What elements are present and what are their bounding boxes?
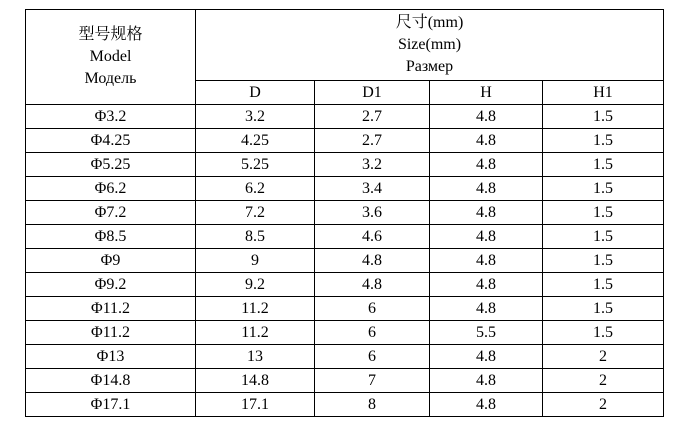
h-cell: 4.8 <box>430 201 543 225</box>
h-cell: 4.8 <box>430 369 543 393</box>
h-cell: 4.8 <box>430 249 543 273</box>
d1-cell: 4.6 <box>315 225 430 249</box>
d-cell: 3.2 <box>196 105 315 129</box>
h-cell: 4.8 <box>430 225 543 249</box>
d1-cell: 7 <box>315 369 430 393</box>
model-header-ru: Модель <box>84 70 137 87</box>
model-cell: Φ5.25 <box>26 153 196 177</box>
h1-cell: 2 <box>543 369 664 393</box>
table-row <box>26 177 664 201</box>
d-cell: 11.2 <box>196 321 315 345</box>
table-row <box>26 321 664 345</box>
d1-cell: 8 <box>315 393 430 417</box>
d1-cell: 6 <box>315 297 430 321</box>
model-cell: Φ8.5 <box>26 225 196 249</box>
h-cell: 4.8 <box>430 393 543 417</box>
model-cell: Φ9.2 <box>26 273 196 297</box>
table-row <box>26 225 664 249</box>
table-row <box>26 153 664 177</box>
d-cell: 9.2 <box>196 273 315 297</box>
table-row <box>26 345 664 369</box>
table-row <box>26 393 664 417</box>
model-cell: Φ4.25 <box>26 129 196 153</box>
table-row <box>26 201 664 225</box>
d-cell: 9 <box>196 249 315 273</box>
h-cell: 5.5 <box>430 321 543 345</box>
model-cell: Φ14.8 <box>26 369 196 393</box>
d1-cell: 6 <box>315 321 430 345</box>
h-cell: 4.8 <box>430 345 543 369</box>
h-cell: 4.8 <box>430 153 543 177</box>
model-header-zh: 型号规格 <box>78 26 143 43</box>
size-header-en: Size(mm) <box>397 36 462 53</box>
h1-cell: 1.5 <box>543 225 664 249</box>
h1-cell: 1.5 <box>543 201 664 225</box>
d1-cell: 3.4 <box>315 177 430 201</box>
table-row <box>26 249 664 273</box>
h1-cell: 1.5 <box>543 249 664 273</box>
d-cell: 11.2 <box>196 297 315 321</box>
h-cell: 4.8 <box>430 177 543 201</box>
model-cell: Φ11.2 <box>26 297 196 321</box>
size-header <box>196 10 664 81</box>
h1-cell: 1.5 <box>543 177 664 201</box>
h-cell: 4.8 <box>430 297 543 321</box>
d-cell: 14.8 <box>196 369 315 393</box>
spec-table <box>25 9 664 417</box>
column-header-d1: D1 <box>315 81 430 105</box>
d1-cell: 4.8 <box>315 249 430 273</box>
d1-cell: 4.8 <box>315 273 430 297</box>
h-cell: 4.8 <box>430 129 543 153</box>
header-row-top <box>26 10 664 81</box>
d-cell: 8.5 <box>196 225 315 249</box>
size-header-zh: 尺寸(mm) <box>395 14 464 31</box>
d1-cell: 3.6 <box>315 201 430 225</box>
size-header-ru: Размер <box>405 58 454 75</box>
model-cell: Φ6.2 <box>26 177 196 201</box>
h1-cell: 2 <box>543 345 664 369</box>
table-row <box>26 297 664 321</box>
model-header-en: Model <box>89 48 132 65</box>
model-cell: Φ9 <box>26 249 196 273</box>
column-header-h: H <box>430 81 543 105</box>
d1-cell: 6 <box>315 345 430 369</box>
table-row <box>26 105 664 129</box>
h1-cell: 2 <box>543 393 664 417</box>
h-cell: 4.8 <box>430 105 543 129</box>
h1-cell: 1.5 <box>543 273 664 297</box>
column-header-d: D <box>196 81 315 105</box>
h1-cell: 1.5 <box>543 129 664 153</box>
table-body <box>26 105 664 417</box>
d-cell: 6.2 <box>196 177 315 201</box>
d1-cell: 2.7 <box>315 105 430 129</box>
h1-cell: 1.5 <box>543 321 664 345</box>
table-header <box>26 10 664 105</box>
d1-cell: 3.2 <box>315 153 430 177</box>
h-cell: 4.8 <box>430 273 543 297</box>
h1-cell: 1.5 <box>543 297 664 321</box>
h1-cell: 1.5 <box>543 105 664 129</box>
model-cell: Φ11.2 <box>26 321 196 345</box>
model-cell: Φ17.1 <box>26 393 196 417</box>
d1-cell: 2.7 <box>315 129 430 153</box>
d-cell: 7.2 <box>196 201 315 225</box>
model-header <box>26 10 196 105</box>
table-row <box>26 273 664 297</box>
table-row <box>26 129 664 153</box>
d-cell: 4.25 <box>196 129 315 153</box>
d-cell: 5.25 <box>196 153 315 177</box>
model-cell: Φ3.2 <box>26 105 196 129</box>
d-cell: 13 <box>196 345 315 369</box>
table-row <box>26 369 664 393</box>
d-cell: 17.1 <box>196 393 315 417</box>
model-cell: Φ13 <box>26 345 196 369</box>
model-cell: Φ7.2 <box>26 201 196 225</box>
column-header-h1: H1 <box>543 81 664 105</box>
h1-cell: 1.5 <box>543 153 664 177</box>
